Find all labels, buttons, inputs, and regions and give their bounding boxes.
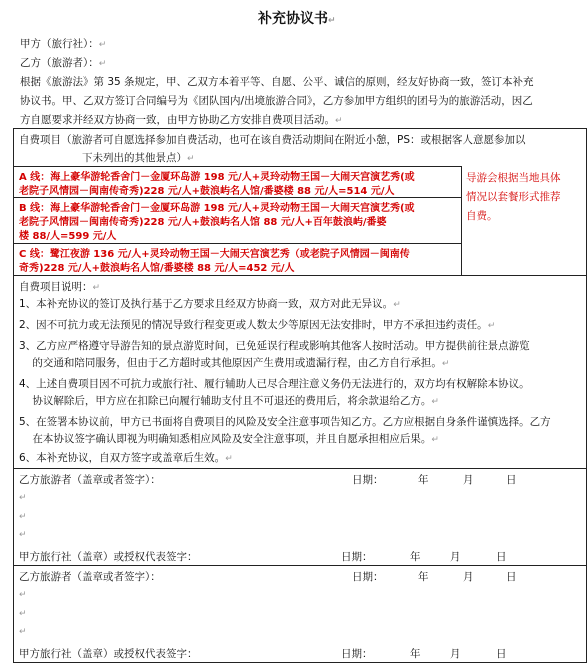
table-border-bottom xyxy=(13,662,587,663)
table-border-left xyxy=(13,128,14,662)
sign-a-date: 日期： 年 月 日 xyxy=(341,551,507,563)
note-3-line-1: 3、乙方应严格遵守导游告知的景点游览时间，已免延误行程或影响其他客人按时活动。甲方提供前往景点游览 xyxy=(19,340,530,352)
note-2: 2、因不可抗力或无法预见的情况导致行程变更或人数太少等原因无法安排时，甲方不承担违约责任。↵ xyxy=(19,319,496,331)
paragraph-mark: ↵ xyxy=(19,590,27,600)
sign-a-label: 甲方旅行社（盖章）或授权代表签字： xyxy=(19,551,198,563)
intro-line-3: 方自愿要求并经双方协商一致，由甲方协助乙方安排自费项目活动。↵ xyxy=(20,114,343,126)
option-b-line-1: B 线：海上豪华游轮香舍门－金厦环岛游 198 元/人+灵玲动物王国－大闹天宫演艺秀(或 xyxy=(19,203,415,214)
table-header-line-1: 自费项目（旅游者可自愿选择参加自费活动，也可在该自费活动期间在附近小憩，PS：或根据客人意愿参加以 xyxy=(19,134,526,146)
side-note-line-1: 导游会根据当地具体 xyxy=(466,172,561,184)
note-5-line-1: 5、在签署本协议前，甲方已书面将自费项目的风险及安全注意事项告知乙方。乙方应根据自身条件谨慎选择。乙方 xyxy=(19,416,551,428)
table-rule xyxy=(13,468,587,469)
sign-a-date: 日期： 年 月 日 xyxy=(341,648,507,660)
note-4-line-2: 协议解除后，甲方应在扣除已向履行辅助支付且不可退还的费用后，将余款退给乙方。↵ xyxy=(19,395,439,407)
table-rule xyxy=(13,166,461,167)
paragraph-mark: ↵ xyxy=(19,627,27,637)
sign-b-label: 乙方旅游者（盖章或者签字）： xyxy=(19,474,161,486)
sign-b-date: 日期： 年 月 日 xyxy=(352,571,517,583)
intro-line-1: 根据《旅游法》第 35 条规定，甲、乙双方本着平等、自愿、公平、诚信的原则，经友好协商一致，签订本补充 xyxy=(20,76,534,88)
side-note-line-3: 自费。 xyxy=(466,210,498,222)
note-6: 6、本补充协议，自双方签字或盖章后生效。↵ xyxy=(19,452,233,464)
table-rule xyxy=(13,565,587,566)
option-a-line-1: A 线：海上豪华游轮香舍门－金厦环岛游 198 元/人+灵玲动物王国－大闹天宫演艺秀(或 xyxy=(19,172,415,183)
option-a-line-2: 老院子风情园－闽南传奇秀)228 元/人+鼓浪屿名人馆/番婆楼 88 元/人=514 元/人 xyxy=(19,186,395,197)
option-c-line-1: C 线：鹭江夜游 136 元/人+灵玲动物王国－大闹天宫演艺秀（或老院子风情园－闽南传 xyxy=(19,249,410,260)
table-rule xyxy=(13,243,461,244)
paragraph-mark: ↵ xyxy=(19,530,27,540)
notes-title: 自费项目说明：↵ xyxy=(19,281,101,293)
table-rule xyxy=(13,275,587,276)
table-header-line-2: 下未列出的其他景点）↵ xyxy=(82,152,195,164)
option-b-line-3: 楼 88/人=599 元/人 xyxy=(19,231,117,242)
option-c-line-2: 奇秀)228 元/人+鼓浪屿名人馆/番婆楼 88 元/人=452 元/人 xyxy=(19,263,295,274)
sign-a-label: 甲方旅行社（盖章）或授权代表签字： xyxy=(19,648,198,660)
sign-b-label: 乙方旅游者（盖章或者签字）： xyxy=(19,571,161,583)
option-b-line-2: 老院子风情园－闽南传奇秀)228 元/人+鼓浪屿名人馆 88 元/人+百年鼓浪屿/番婆 xyxy=(19,217,387,228)
party-a-line: 甲方（旅行社）：↵ xyxy=(20,38,107,50)
table-rule xyxy=(13,197,461,198)
intro-line-2: 协议书。甲、乙双方签订合同编号为《团队国内/出境旅游合同》，乙方参加甲方组织的团号为的旅游活动，因乙 xyxy=(20,95,533,107)
paragraph-mark: ↵ xyxy=(328,16,336,26)
table-column-divider xyxy=(461,166,462,275)
note-4-line-1: 4、上述自费项目因不可抗力或旅行社、履行辅助人已尽合理注意义务仍无法进行的，双方均有权解除本协议。 xyxy=(19,378,530,390)
note-3-line-2: 的交通和陪同服务，但由于乙方超时或其他原因产生费用或遗漏行程，由乙方自行承担。↵ xyxy=(19,357,450,369)
party-b-line: 乙方（旅游者）：↵ xyxy=(20,57,107,69)
sign-b-date: 日期： 年 月 日 xyxy=(352,474,517,486)
note-1: 1、本补充协议的签订及执行基于乙方要求且经双方协商一致，双方对此无异议。↵ xyxy=(19,298,401,310)
paragraph-mark: ↵ xyxy=(19,512,27,522)
page-title: 补充协议书↵ xyxy=(258,11,336,27)
paragraph-mark: ↵ xyxy=(19,609,27,619)
note-5-line-2: 在本协议签字确认即视为明确知悉相应风险及安全注意事项，并且自愿承担相应后果。↵ xyxy=(19,433,439,445)
paragraph-mark: ↵ xyxy=(19,493,27,503)
table-border-top xyxy=(13,128,587,129)
side-note-line-2: 情况以套餐形式推荐 xyxy=(466,191,561,203)
